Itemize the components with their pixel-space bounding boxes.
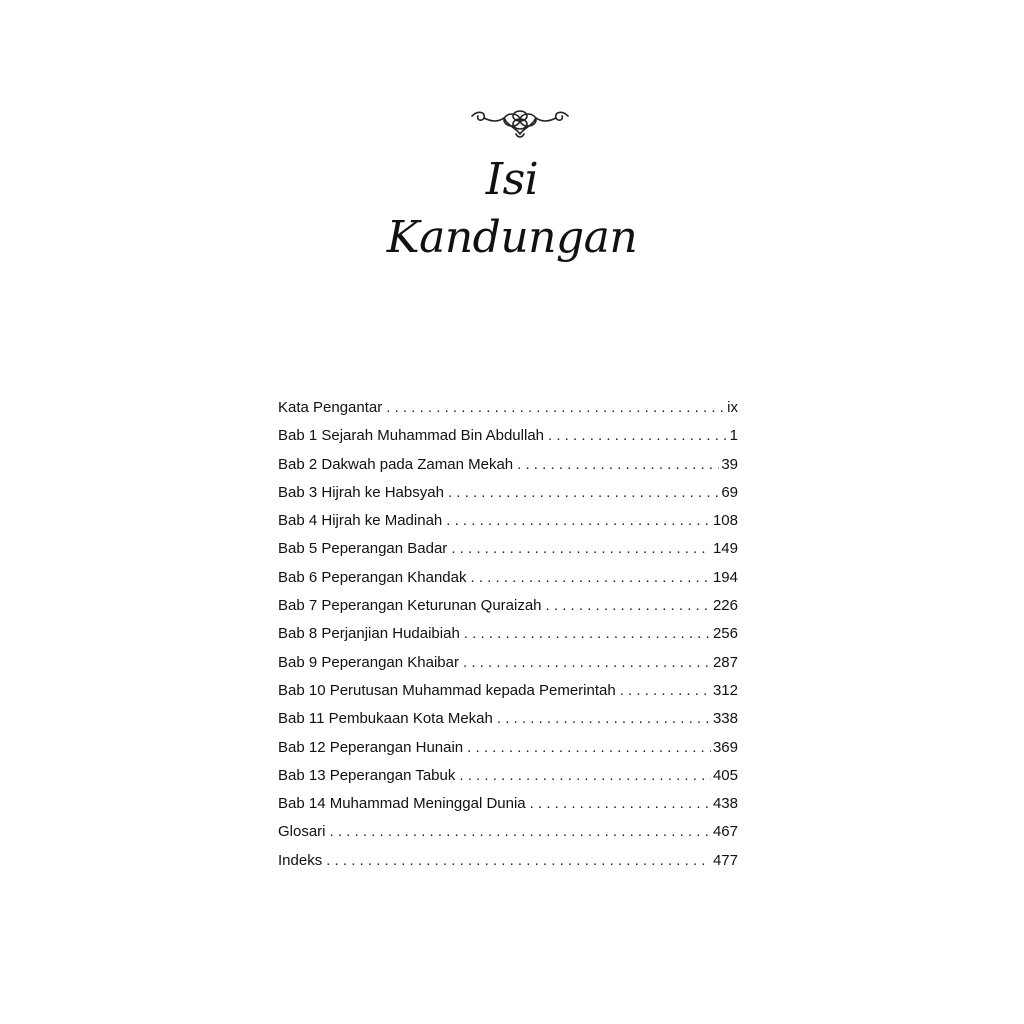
toc-entry-bab-14[interactable] (278, 790, 738, 818)
toc-dot-leader (467, 734, 711, 762)
toc-entry-page: ix (727, 399, 738, 416)
toc-entry-page: 405 (712, 766, 738, 784)
toc-entry-bab-9[interactable] (278, 649, 738, 677)
toc-dot-leader (459, 762, 711, 790)
toc-dot-leader (548, 422, 728, 450)
toc-dot-leader (517, 451, 719, 479)
toc-dot-leader (464, 620, 711, 648)
toc-entry-bab-12[interactable] (278, 734, 738, 762)
toc-entry-page: 438 (712, 795, 738, 813)
toc-entry-page: 338 (712, 710, 738, 728)
toc-entry-page: 369 (712, 738, 738, 756)
toc-entry-bab-6[interactable] (278, 564, 738, 592)
flourish-ornament-icon (468, 104, 572, 144)
toc-entry-label: Bab 8 Perjanjian Hudaibiah (278, 625, 460, 643)
toc-entry-glosari[interactable] (278, 818, 738, 846)
toc-dot-leader (471, 564, 711, 592)
toc-entry-bab-4[interactable] (278, 507, 738, 535)
toc-entry-bab-10[interactable] (278, 677, 738, 705)
toc-dot-leader (546, 592, 711, 620)
toc-entry-indeks[interactable] (278, 847, 738, 875)
toc-entry-label: Bab 11 Pembukaan Kota Mekah (278, 710, 493, 728)
toc-entry-page: 312 (712, 681, 738, 699)
toc-entry-label: Bab 12 Peperangan Hunain (278, 738, 464, 756)
toc-entry-label: Bab 7 Peperangan Keturunan Quraizah (278, 597, 542, 615)
toc-dot-leader (451, 535, 711, 563)
toc-entry-bab-13[interactable] (278, 762, 738, 790)
toc-entry-label: Glosari (278, 823, 326, 841)
toc-dot-leader (326, 847, 711, 875)
toc-entry-label: Indeks (278, 851, 323, 869)
toc-entry-label: Bab 3 Hijrah ke Habsyah (278, 483, 444, 501)
toc-entry-label: Bab 6 Peperangan Khandak (278, 568, 467, 586)
toc-entry-page: 287 (712, 653, 738, 671)
toc-dot-leader (530, 790, 711, 818)
toc-entry-bab-7[interactable] (278, 592, 738, 620)
toc-entry-page: 477 (712, 851, 738, 869)
toc-dot-leader (386, 394, 725, 422)
toc-entry-page: 226 (712, 597, 738, 615)
toc-dot-leader (448, 479, 719, 507)
toc-entry-bab-3[interactable] (278, 479, 738, 507)
toc-entry-label: Kata Pengantar (278, 399, 383, 416)
toc-entry-kata-pengantar[interactable] (278, 394, 738, 422)
toc-dot-leader (330, 818, 711, 846)
toc-entry-label: Bab 13 Peperangan Tabuk (278, 766, 456, 784)
toc-entry-page: 256 (712, 625, 738, 643)
toc-entry-page: 194 (712, 568, 738, 586)
toc-dot-leader (463, 649, 711, 677)
toc-entry-label: Bab 14 Muhammad Meninggal Dunia (278, 795, 526, 813)
toc-dot-leader (446, 507, 711, 535)
toc-entry-label: Bab 9 Peperangan Khaibar (278, 653, 459, 671)
toc-entry-label: Bab 10 Perutusan Muhammad kepada Pemerintah (278, 681, 616, 699)
toc-entry-page: 149 (712, 540, 738, 558)
toc-entry-page: 39 (721, 455, 738, 473)
page-title-line-1: Isi (485, 154, 539, 205)
toc-entry-bab-8[interactable] (278, 620, 738, 648)
toc-entry-bab-2[interactable] (278, 451, 738, 479)
toc-entry-page: 1 (729, 427, 738, 445)
table-of-contents (278, 394, 738, 875)
toc-entry-bab-11[interactable] (278, 705, 738, 733)
page-title-line-2: Kandungan (386, 212, 638, 263)
toc-entry-label: Bab 5 Peperangan Badar (278, 540, 448, 558)
toc-entry-page: 467 (712, 823, 738, 841)
toc-entry-label: Bab 4 Hijrah ke Madinah (278, 512, 443, 530)
toc-entry-page: 108 (712, 512, 738, 530)
toc-entry-page: 69 (721, 483, 738, 501)
toc-dot-leader (620, 677, 711, 705)
toc-entry-bab-5[interactable] (278, 535, 738, 563)
toc-dot-leader (497, 705, 711, 733)
toc-entry-bab-1[interactable] (278, 422, 738, 450)
toc-entry-label: Bab 2 Dakwah pada Zaman Mekah (278, 455, 514, 473)
toc-entry-label: Bab 1 Sejarah Muhammad Bin Abdullah (278, 427, 545, 445)
